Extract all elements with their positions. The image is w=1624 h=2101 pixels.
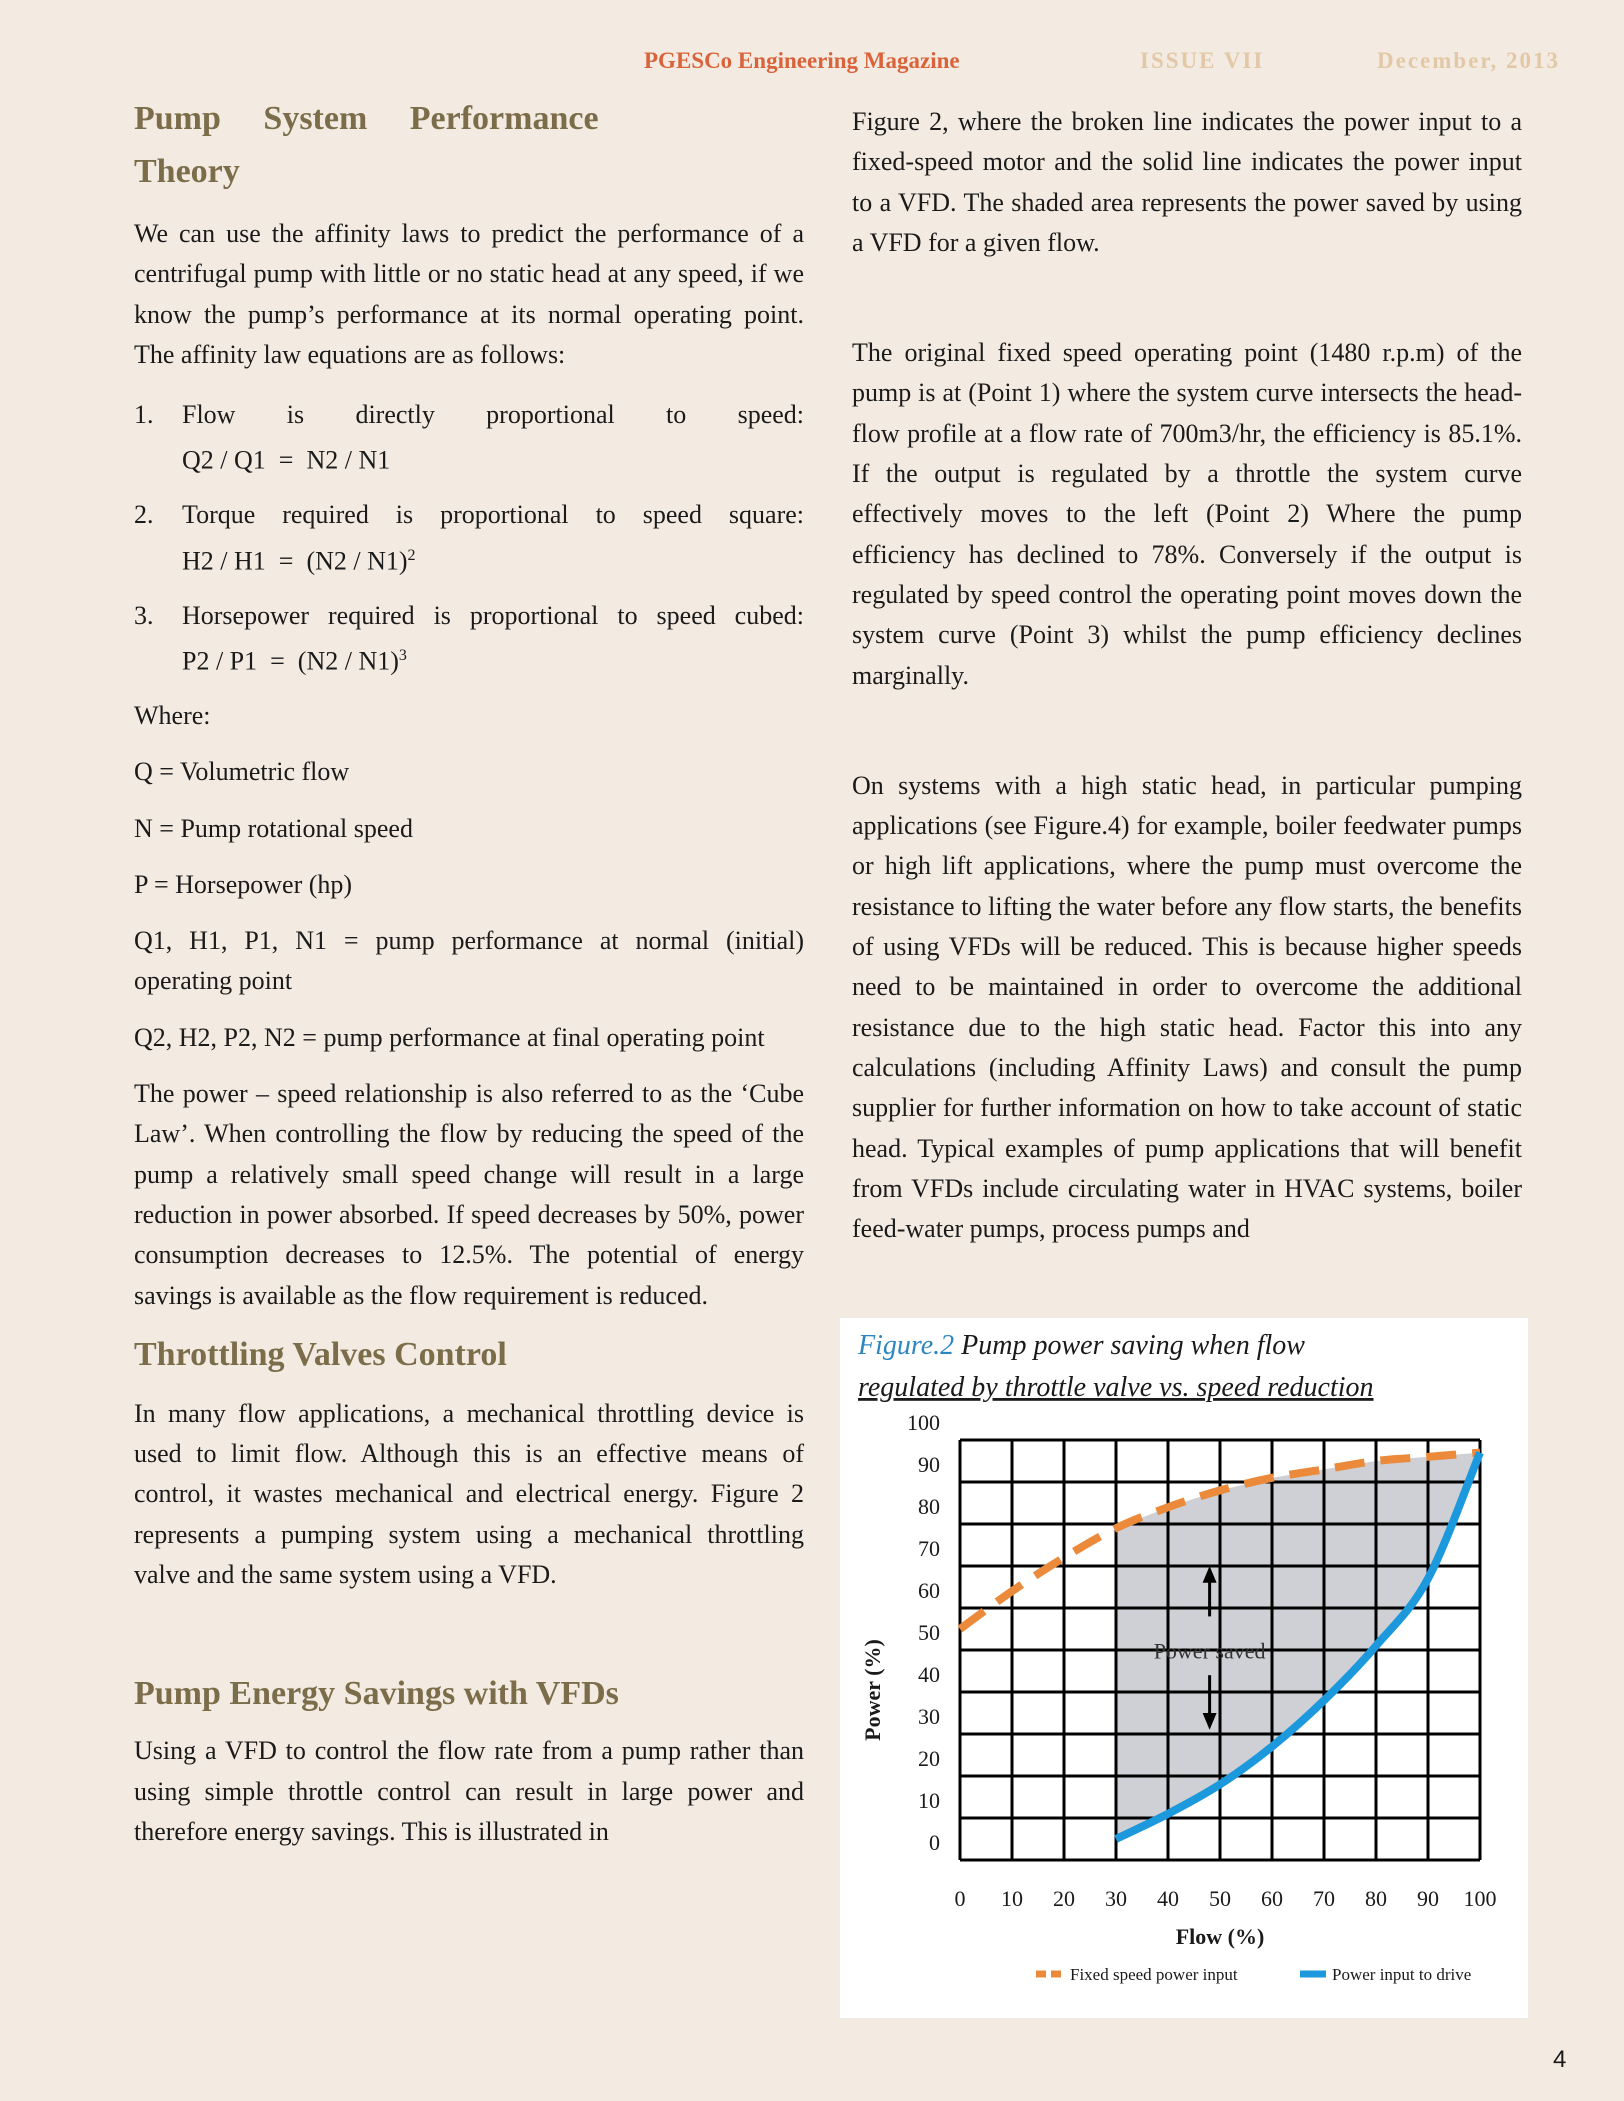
where-label: Where: [134, 700, 211, 730]
y-tick-label: 0 [929, 1830, 940, 1855]
y-tick-label: 80 [918, 1494, 940, 1519]
x-tick-label: 60 [1261, 1886, 1283, 1911]
law-exponent: 2 [407, 546, 416, 564]
cube-law-paragraph: The power – speed relationship is also referred to as the ‘Cube Law’. When controlling the flow by reducing the speed of the pump a relatively small speed change will result in a large reduction in power absorbed. If speed decreases by 50%, power consumption decreases to 12.5%. The potential of energy savings is available as the flow requirement is reduced. [134, 1079, 804, 1310]
law-equation [182, 435, 804, 481]
x-tick-label: 50 [1209, 1886, 1231, 1911]
definition-item: Q2, H2, P2, N2 = pump performance at final operating point [134, 1022, 765, 1052]
definition-item: Q1, H1, P1, N1 = pump performance at normal (initial) operating point [134, 926, 804, 996]
right-paragraph-3: On systems with a high static head, in particular pumping applications (see Figure.4) for example, boiler feedwater pumps or high lift applications, where the pump must overcome the resistance to lifting the water before any flow starts, the benefits of using VFDs will be reduced. This is because higher speeds need to be maintained in order to overcome the additional resistance due to the high static head. Factor this into any calculations (including Affinity Laws) and consult the pump supplier for further information on how to take account of static head. Typical examples of pump applications that will benefit from VFDs include circulating water in HVAC systems, boiler feed-water pumps, process pumps and [852, 770, 1522, 1244]
law-number: 2. [134, 500, 154, 530]
vfd-section-title: Pump Energy Savings with VFDs [134, 1675, 619, 1713]
section-title-pump-system [134, 92, 804, 145]
law-text: Flow is directly proportional to speed: [182, 400, 804, 430]
definitions-list [134, 752, 804, 1058]
law-number: 1. [134, 400, 154, 430]
law-text: Horsepower required is proportional to speed cubed: [182, 600, 804, 630]
y-tick-label: 10 [918, 1788, 940, 1813]
chart-title-line1: Pump power saving when flow [961, 1330, 1305, 1361]
law-exponent: 3 [398, 646, 407, 664]
vfd-paragraph: Using a VFD to control the flow rate from a pump rather than using simple throttle control can result in large power and therefore energy savings. This is illustrated in [134, 1736, 804, 1846]
affinity-law-item [134, 495, 804, 581]
definition-item: Q = Volumetric flow [134, 757, 350, 787]
right-paragraph-1: Figure 2, where the broken line indicates the power input to a fixed-speed motor and the solid line indicates the power input to a VFD. The shaded area represents the power saved by using a VFD for a given flow. [852, 107, 1522, 257]
x-tick-label: 10 [1001, 1886, 1023, 1911]
affinity-law-item [134, 596, 804, 682]
chart-title [857, 1330, 1305, 1361]
x-tick-label: 40 [1157, 1886, 1179, 1911]
x-axis-label: Flow (%) [1175, 1924, 1265, 1949]
y-axis-label: Power (%) [860, 1639, 885, 1741]
x-tick-label: 80 [1365, 1886, 1387, 1911]
figure-label: Figure.2 [858, 1330, 962, 1361]
affinity-laws-list [134, 395, 804, 682]
power-saved-label: Power saved [1153, 1638, 1266, 1664]
x-tick-label: 70 [1313, 1886, 1335, 1911]
throttling-paragraph: In many flow applications, a mechanical throttling device is used to limit flow. Although this is an effective means of control, it wastes mechanical and electrical energy. Figure 2 represents a pumping system using a mechanical throttling valve and the same system using a VFD. [134, 1398, 804, 1589]
legend-label-drive: Power input to drive [1332, 1965, 1472, 1984]
magazine-name: PGESCo Engineering Magazine [644, 48, 960, 73]
intro-paragraph: We can use the affinity laws to predict the performance of a centrifugal pump with little or no static head at any speed, if we know the pump’s performance at its normal operating point. The affinity law equations are as follows: [134, 219, 804, 369]
law-equation [182, 536, 804, 582]
x-tick-label: 20 [1053, 1886, 1075, 1911]
y-tick-label: 60 [918, 1578, 940, 1603]
right-column [852, 102, 1522, 1249]
figure-2-chart [840, 1318, 1528, 2018]
x-tick-label: 100 [1463, 1886, 1497, 1911]
y-tick-label: 70 [918, 1536, 940, 1561]
y-tick-label: 50 [918, 1620, 940, 1645]
page-number: 4 [1553, 2046, 1567, 2073]
law-equation-text: H2 / H1 = (N2 / N1) [182, 546, 408, 576]
definition-item: N = Pump rotational speed [134, 813, 413, 843]
y-tick-label: 20 [918, 1746, 940, 1771]
x-tick-label: 0 [954, 1886, 966, 1911]
law-number: 3. [134, 600, 154, 630]
x-tick-label: 90 [1417, 1886, 1439, 1911]
y-tick-label: 90 [918, 1452, 940, 1477]
x-tick-label: 30 [1105, 1886, 1127, 1911]
chart-title-line2: regulated by throttle valve vs. speed reduction [858, 1372, 1374, 1403]
y-tick-label: 100 [907, 1410, 940, 1435]
y-tick-label: 30 [918, 1704, 940, 1729]
right-paragraph-2: The original fixed speed operating point (1480 r.p.m) of the pump is at (Point 1) where the system curve intersects the head-flow profile at a flow rate of 700m3/hr, the efficiency is 85.1%. If the output is regulated by a throttle the system curve effectively moves to the left (Point 2) Where the pump efficiency has declined to 78%. Conversely if the output is regulated by speed control the operating point moves down the system curve (Point 3) whilst the pump efficiency declines marginally. [852, 338, 1522, 690]
chart-svg [840, 1318, 1528, 2018]
y-tick-label: 40 [918, 1662, 940, 1687]
law-equation-text: Q2 / Q1 = N2 / N1 [182, 446, 391, 476]
issue-label: ISSUE VII [1140, 48, 1265, 73]
left-column [134, 92, 804, 1852]
section-title-line2: Theory [134, 153, 240, 190]
throttling-section-title: Throttling Valves Control [134, 1335, 507, 1373]
definition-item: P = Horsepower (hp) [134, 869, 353, 899]
legend-label-fixed-speed: Fixed speed power input [1070, 1965, 1238, 1984]
affinity-law-item [134, 395, 804, 481]
law-equation-text: P2 / P1 = (N2 / N1) [182, 646, 399, 676]
section-title-line1: Pump System Performance [134, 100, 599, 137]
issue-date: December, 2013 [1377, 48, 1560, 73]
law-text: Torque required is proportional to speed square: [182, 500, 804, 530]
law-equation [182, 636, 804, 682]
